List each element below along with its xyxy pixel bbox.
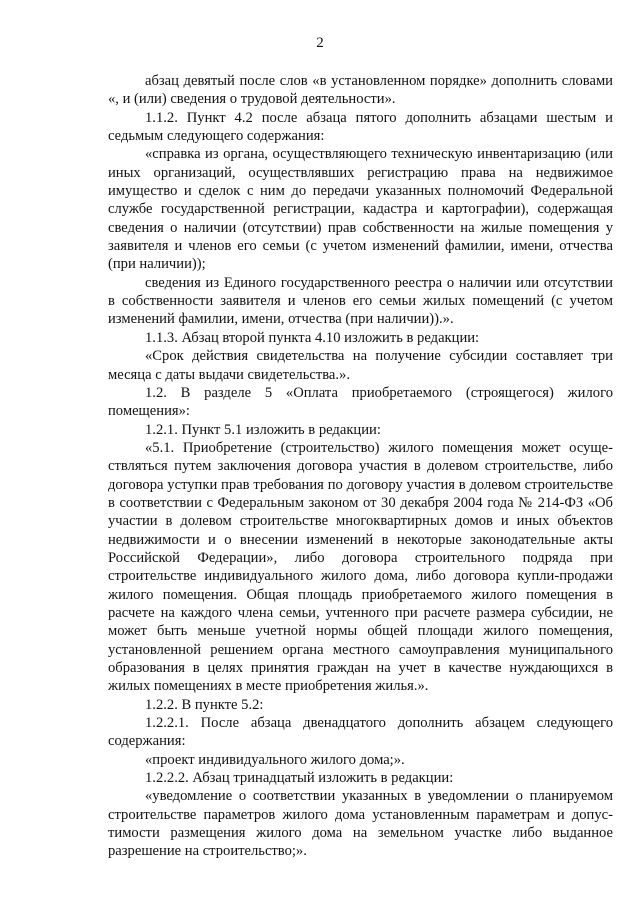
paragraph-13: 1.2.2.2. Абзац тринадцатый изложить в редакции: (145, 770, 454, 787)
paragraph-11: 1.2.2.1. После абзаца двенадцатого дополнить абзацем следующего содержания: (108, 715, 613, 750)
paragraph-10: 1.2.2. В пункте 5.2: (145, 696, 264, 713)
paragraph-6: «Срок действия свидетельства на получение субсидии составляет три месяца с даты выдачи свидетельства.». (108, 348, 613, 383)
paragraph-8: 1.2.1. Пункт 5.1 изложить в редакции: (145, 421, 381, 438)
paragraph-1: абзац девятый после слов «в установленном порядке» дополнить словами «, и (или) сведения о трудовой деятельности». (108, 73, 613, 108)
paragraph-4: сведения из Единого государственного реестра о наличии или отсутствии в собственности заявителя и членов его семьи жилых помещений (с учетом изменений фамилии, имени, отчества (при наличии)).». (108, 274, 613, 328)
paragraph-5: 1.1.3. Абзац второй пункта 4.10 изложить в редакции: (145, 329, 480, 346)
paragraph-2: 1.1.2. Пункт 4.2 после абзаца пятого дополнить абзацами шестым и седьмым следующего содержания: (108, 109, 613, 145)
paragraph-7: 1.2. В разделе 5 «Оплата приобретаемого (строящегося) жилого помещения»: (108, 384, 613, 420)
page-number: 2 (316, 35, 324, 51)
paragraph-12: «проект индивидуального жилого дома;». (145, 751, 405, 768)
paragraph-9: «5.1. Приобретение (строительство) жилого помещения может осуществляться путем заключения договора участия в долевом строительстве, либо договора уступки прав требования по договору участия в долевом строительстве в соответствии с Федеральным законом от 30 декабря 2004 года № 214-ФЗ «Об участии в долевом строительстве многоквартирных домов и иных объектов недвижимости и о внесении изменений в некоторые законодательные акты Российской Федерации», либо договора строительного подряда при строительстве индивидуального жилого дома, либо договора купли-продажи жилого помещения. Общая площадь приобретаемого жилого помещения в расчете на каждого члена семьи, учтенного при расчете размера субсидии, не может быть меньше учетной нормы общей площади жилого помещения, установленной решением органа местного самоуправления муниципального образования в целях принятия граждан на учет в качестве нуждающихся в жилых помещениях в месте приобретения жилья.». (108, 439, 613, 695)
document-body (108, 72, 613, 861)
paragraph-3: «справка из органа, осуществляющего техническую инвентаризацию (или иных организаций, осуществлявших регистрацию права на недвижимое имущество и сделок с ним до передачи указанных полномочий Федеральной службе государственной регистрации, кадастра и картографии), содержащая сведения о наличии (отсутствии) прав собственности на жилые помещения у заявителя и членов его семьи (с учетом изменений фамилии, имени, отчества (при наличии)); (108, 146, 613, 273)
paragraph-14: «уведомление о соответствии указанных в уведомлении о планируемом строительстве параметров жилого дома установленным параметрам и допустимости размещения жилого дома на земельном участке либо выданное разрешение на строительство;». (108, 788, 613, 860)
